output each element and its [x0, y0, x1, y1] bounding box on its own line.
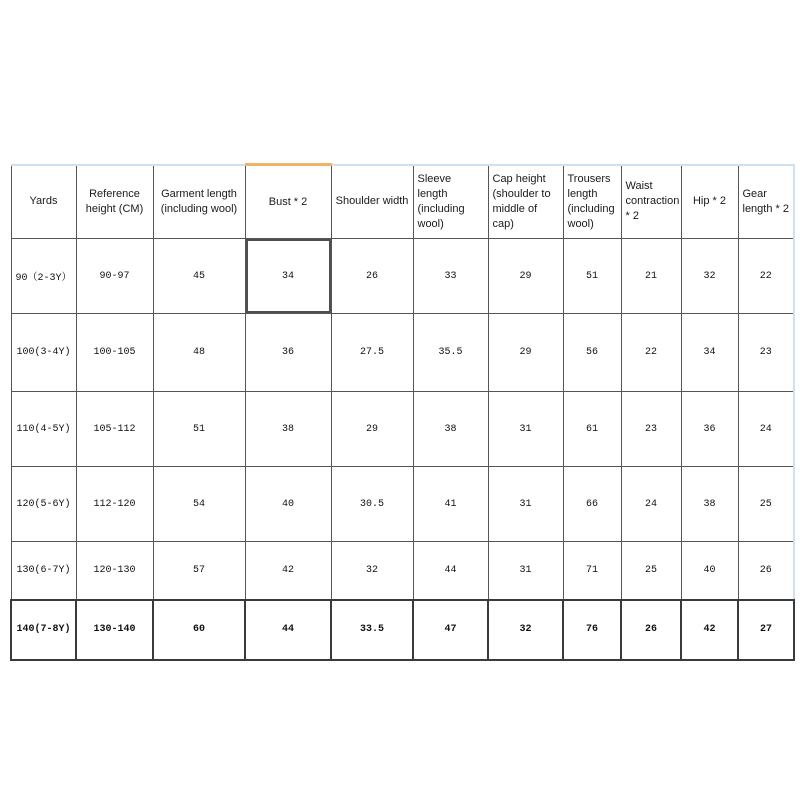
table-row: [11, 392, 794, 467]
table-header: [11, 165, 794, 239]
table-row: [11, 542, 794, 600]
table-cell: 71: [563, 542, 621, 600]
column-header-2: Reference height (CM): [76, 165, 153, 239]
row-label-cell: 140(7-8Y): [11, 600, 76, 660]
table-cell: 25: [738, 467, 794, 542]
row-label-cell: 110(4-5Y): [11, 392, 76, 467]
table-cell: 120-130: [76, 542, 153, 600]
column-header-9: Waist contraction * 2: [621, 165, 681, 239]
row-label-cell: 100(3-4Y): [11, 314, 76, 392]
selected-cell: 34: [245, 239, 331, 314]
table-cell: 51: [153, 392, 245, 467]
size-chart-table: [10, 163, 795, 661]
table-cell: 26: [738, 542, 794, 600]
column-header-8: Trousers length (including wool): [563, 165, 621, 239]
table-cell: 31: [488, 467, 563, 542]
table-cell: 23: [738, 314, 794, 392]
header-row: [11, 165, 794, 239]
row-label-cell: 120(5-6Y): [11, 467, 76, 542]
table-cell: 26: [621, 600, 681, 660]
table-cell: 29: [488, 239, 563, 314]
table-cell: 54: [153, 467, 245, 542]
table-cell: 24: [738, 392, 794, 467]
table-cell: 38: [413, 392, 488, 467]
table-cell: 51: [563, 239, 621, 314]
table-cell: 112-120: [76, 467, 153, 542]
table-cell: 45: [153, 239, 245, 314]
row-label-cell: 130(6-7Y): [11, 542, 76, 600]
table-cell: 130-140: [76, 600, 153, 660]
table-cell: 57: [153, 542, 245, 600]
table-cell: 38: [245, 392, 331, 467]
column-header-1: Yards: [11, 165, 76, 239]
table-cell: 22: [738, 239, 794, 314]
table-cell: 33: [413, 239, 488, 314]
table-cell: 31: [488, 392, 563, 467]
table-cell: 31: [488, 542, 563, 600]
table-cell: 56: [563, 314, 621, 392]
table-cell: 32: [488, 600, 563, 660]
table-cell: 38: [681, 467, 738, 542]
column-header-5: Shoulder width: [331, 165, 413, 239]
table-cell: 100-105: [76, 314, 153, 392]
table-cell: 90-97: [76, 239, 153, 314]
table-cell: 32: [331, 542, 413, 600]
column-header-6: Sleeve length (including wool): [413, 165, 488, 239]
table-cell: 40: [245, 467, 331, 542]
table-cell: 26: [331, 239, 413, 314]
table-cell: 24: [621, 467, 681, 542]
table-cell: 33.5: [331, 600, 413, 660]
table-cell: 47: [413, 600, 488, 660]
column-header-10: Hip * 2: [681, 165, 738, 239]
table-cell: 40: [681, 542, 738, 600]
table-cell: 27.5: [331, 314, 413, 392]
table-body: [11, 239, 794, 660]
column-header-4: Bust * 2: [245, 165, 331, 239]
table-cell: 22: [621, 314, 681, 392]
table-cell: 34: [681, 314, 738, 392]
table-cell: 66: [563, 467, 621, 542]
table-cell: 105-112: [76, 392, 153, 467]
table-row: [11, 600, 794, 660]
table-cell: 29: [331, 392, 413, 467]
table-cell: 36: [245, 314, 331, 392]
table-cell: 76: [563, 600, 621, 660]
table-cell: 61: [563, 392, 621, 467]
table-cell: 42: [245, 542, 331, 600]
table-row: [11, 467, 794, 542]
table-cell: 30.5: [331, 467, 413, 542]
column-header-7: Cap height (shoulder to middle of cap): [488, 165, 563, 239]
column-header-3: Garment length (including wool): [153, 165, 245, 239]
column-header-11: Gear length * 2: [738, 165, 794, 239]
table-cell: 60: [153, 600, 245, 660]
table-cell: 44: [413, 542, 488, 600]
table-cell: 23: [621, 392, 681, 467]
table-cell: 41: [413, 467, 488, 542]
table-row: [11, 314, 794, 392]
table-cell: 32: [681, 239, 738, 314]
table-cell: 25: [621, 542, 681, 600]
table-cell: 44: [245, 600, 331, 660]
table-cell: 36: [681, 392, 738, 467]
table-row: [11, 239, 794, 314]
table-cell: 27: [738, 600, 794, 660]
table-cell: 29: [488, 314, 563, 392]
table-cell: 35.5: [413, 314, 488, 392]
row-label-cell: 90（2-3Y）: [11, 239, 76, 314]
table-cell: 42: [681, 600, 738, 660]
table-cell: 21: [621, 239, 681, 314]
table-cell: 48: [153, 314, 245, 392]
